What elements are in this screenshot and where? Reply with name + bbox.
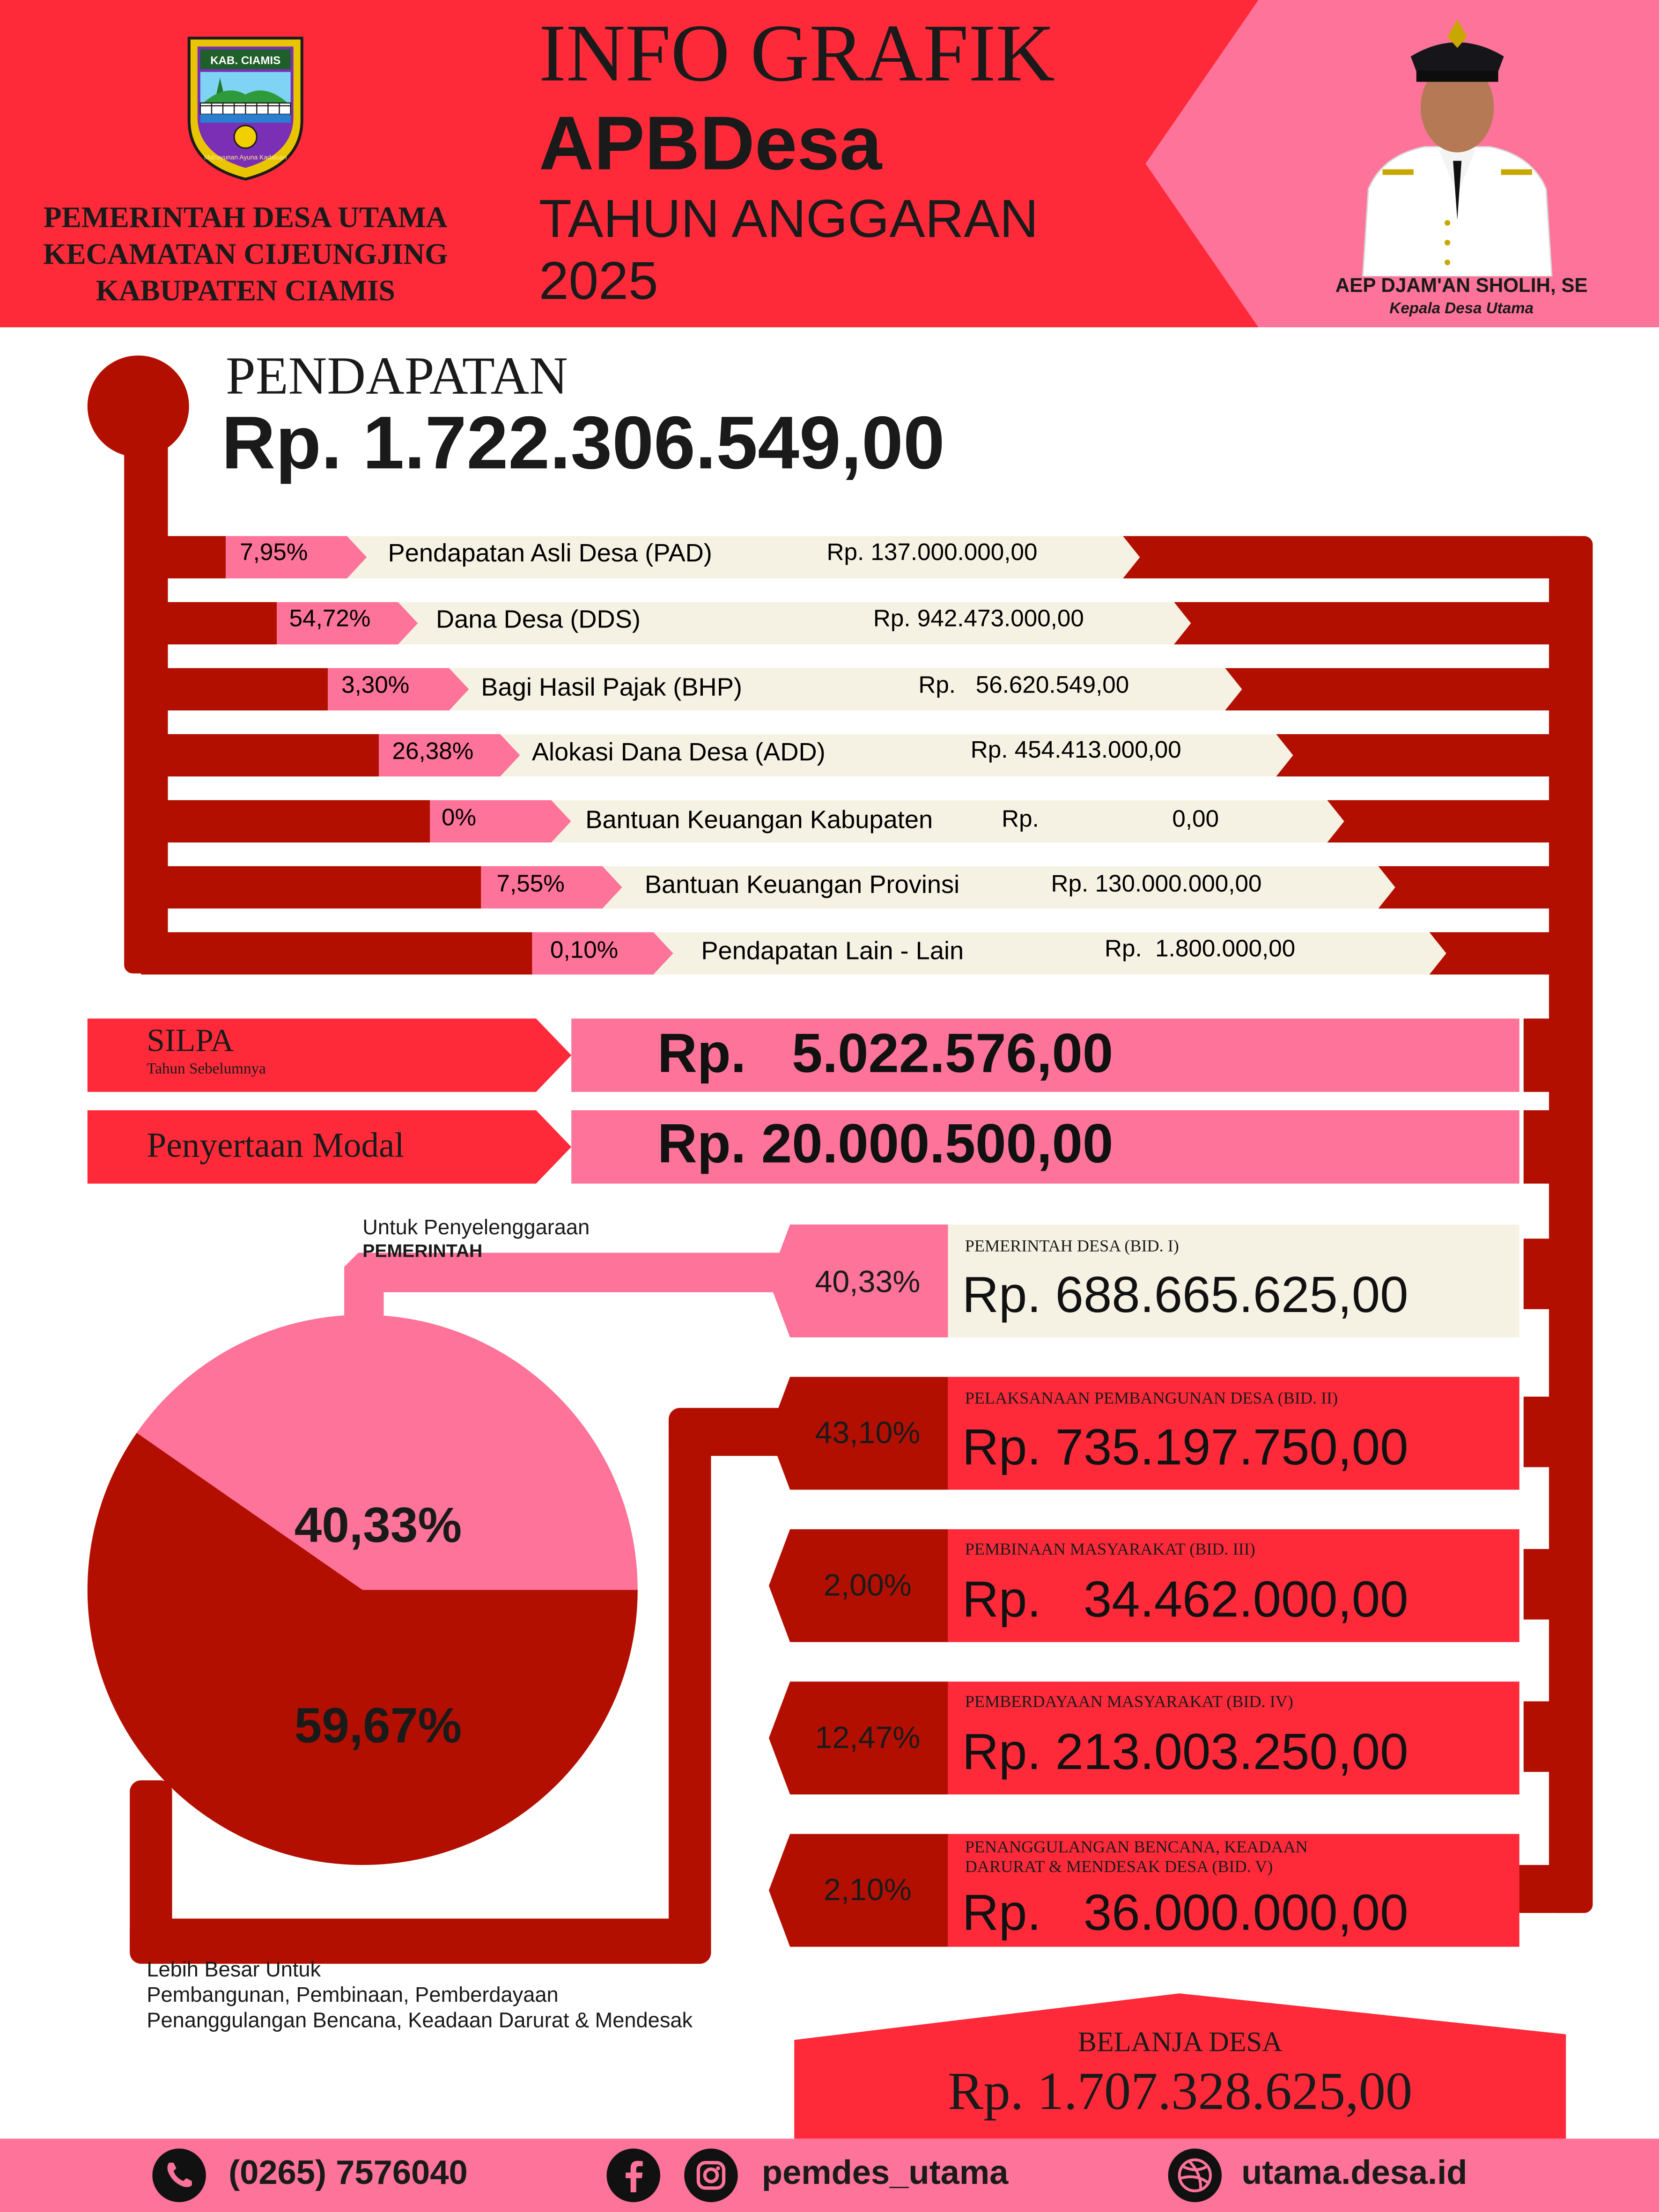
- income-name-lain: Pendapatan Lain - Lain: [701, 936, 964, 965]
- title-year: 2025: [538, 252, 658, 312]
- bid5-title-line2: DARURAT & MENDESAK DESA (BID. V): [965, 1856, 1273, 1877]
- income-bar-right-banprov: [1379, 866, 1578, 908]
- bid3-connector: [1524, 1549, 1574, 1620]
- footer-social-handle[interactable]: pemdes_utama: [761, 2154, 1009, 2192]
- income-name-add: Alokasi Dana Desa (ADD): [531, 737, 826, 766]
- bid5-amount: Rp. 36.000.000,00: [962, 1883, 1408, 1941]
- dribbble-icon: [1168, 2148, 1222, 2202]
- phone-icon: [152, 2148, 206, 2202]
- pie-slice-small-label: 40,33%: [294, 1498, 462, 1554]
- official-name: AEP DJAM'AN SHOLIH, SE: [1335, 273, 1588, 296]
- org-line-2: KECAMATAN CIJEUNGJING: [43, 237, 448, 271]
- bid5-pct: 2,10%: [823, 1872, 912, 1908]
- income-amount-lain: Rp. 1.800.000,00: [1105, 935, 1296, 962]
- income-name-dds: Dana Desa (DDS): [435, 605, 641, 634]
- pie-bottom-connector: [130, 1918, 711, 1963]
- belanja-pie-chart: [88, 1315, 638, 1865]
- bid5-title: PENANGGULANGAN BENCANA, KEADAAN: [965, 1836, 1308, 1857]
- title-tahun-anggaran: TAHUN ANGGARAN: [538, 190, 1039, 250]
- bid3-amount: Rp. 34.462.000,00: [962, 1570, 1408, 1628]
- bid5-connector: [1512, 1865, 1586, 1913]
- income-bar-right-bhp: [1225, 668, 1577, 710]
- ciamis-crest-logo: [184, 32, 308, 184]
- bid1-connector: [1524, 1239, 1574, 1309]
- income-pct-bhp: 3,30%: [341, 671, 410, 699]
- income-amount-bhp: Rp. 56.620.549,00: [918, 671, 1129, 699]
- pie-left-connector: [130, 1780, 172, 1961]
- title-apbdesa: APBDesa: [538, 101, 882, 186]
- income-amount-dds: Rp. 942.473.000,00: [873, 605, 1084, 632]
- silpa-sublabel: Tahun Sebelumnya: [147, 1061, 266, 1078]
- income-bars: [141, 536, 1577, 974]
- income-bar-left-dds: [141, 602, 277, 644]
- income-bar-right-bankab: [1327, 800, 1577, 842]
- org-name-block: [0, 199, 491, 309]
- silpa-label: SILPA: [147, 1023, 234, 1058]
- footer-phone[interactable]: (0265) 7576040: [229, 2154, 468, 2192]
- official-role: Kepala Desa Utama: [1389, 300, 1534, 317]
- income-bar-right-add: [1276, 734, 1577, 776]
- silpa-connector: [1524, 1018, 1574, 1092]
- income-pct-lain: 0,10%: [550, 936, 619, 964]
- bid2-pct: 43,10%: [815, 1415, 921, 1451]
- bid4-title: PEMBERDAYAAN MASYARAKAT (BID. IV): [965, 1691, 1293, 1711]
- income-bar-left-banprov: [141, 866, 481, 908]
- income-pct-pad: 7,95%: [240, 538, 308, 566]
- penyertaan-label: Penyertaan Modal: [147, 1127, 405, 1165]
- income-name-banprov: Bantuan Keuangan Provinsi: [644, 870, 960, 899]
- bid2-title: PELAKSANAAN PEMBANGUNAN DESA (BID. II): [965, 1388, 1338, 1408]
- income-bar-right-lain: [1430, 932, 1578, 974]
- bidang-bracket-spine: [669, 1411, 711, 1964]
- income-bar-left-add: [141, 734, 379, 776]
- pie-bottom-caption-line2: Pembangunan, Pembinaan, Pemberdayaan: [147, 1983, 559, 2008]
- income-bar-right-dds: [1174, 602, 1577, 644]
- income-bar-left-lain: [141, 932, 532, 974]
- income-name-bankab: Bantuan Keuangan Kabupaten: [585, 805, 933, 834]
- org-line-3: KABUPATEN CIAMIS: [96, 273, 395, 308]
- footer-website[interactable]: utama.desa.id: [1241, 2154, 1467, 2192]
- income-bar-left-pad: [141, 536, 226, 578]
- bid2-connector: [1524, 1397, 1574, 1467]
- belanja-total-amount: Rp. 1.707.328.625,00: [948, 2062, 1413, 2122]
- penyertaan-amount: Rp. 20.000.500,00: [657, 1114, 1113, 1175]
- bid1-amount: Rp. 688.665.625,00: [962, 1265, 1408, 1324]
- pie-slice-large-label: 59,67%: [294, 1698, 462, 1754]
- pie-top-caption-line2: PEMERINTAH: [362, 1240, 483, 1257]
- income-pct-add: 26,38%: [392, 737, 474, 765]
- crest-motto: Mahayunan Ayuna Kadaluan: [204, 153, 287, 161]
- silpa-amount: Rp. 5.022.576,00: [657, 1024, 1113, 1085]
- income-bar-left-bhp: [141, 668, 328, 710]
- bid4-amount: Rp. 213.003.250,00: [962, 1722, 1408, 1781]
- income-amount-bankab: Rp. 0,00: [1002, 805, 1219, 833]
- income-bar-right-pad: [1123, 536, 1577, 578]
- bid4-connector: [1524, 1701, 1574, 1772]
- income-name-bhp: Bagi Hasil Pajak (BHP): [481, 673, 742, 701]
- org-line-1: PEMERINTAH DESA UTAMA: [44, 200, 448, 235]
- income-amount-pad: Rp. 137.000.000,00: [826, 538, 1038, 566]
- bid1-pct: 40,33%: [815, 1264, 921, 1299]
- pendapatan-total: Rp. 1.722.306.549,00: [221, 402, 945, 486]
- income-amount-add: Rp. 454.413.000,00: [970, 736, 1181, 763]
- pie-top-caption-line1: Untuk Penyelenggaraan: [362, 1216, 590, 1240]
- income-amount-banprov: Rp. 130.000.000,00: [1051, 870, 1262, 898]
- title-info-grafik: INFO GRAFIK: [538, 7, 1055, 99]
- crest-label: KAB. CIAMIS: [210, 54, 281, 67]
- bid3-pct: 2,00%: [823, 1567, 912, 1603]
- penyertaan-connector: [1524, 1110, 1574, 1184]
- bid1-title: PEMERINTAH DESA (BID. I): [965, 1236, 1179, 1256]
- pie-bottom-caption: [147, 1958, 693, 2035]
- pie-bottom-caption-line1: Lebih Besar Untuk: [147, 1958, 321, 1982]
- official-portrait: [1354, 8, 1560, 276]
- facebook-icon[interactable]: [607, 2148, 660, 2202]
- belanja-total-label: BELANJA DESA: [1077, 2027, 1283, 2058]
- income-pct-banprov: 7,55%: [496, 870, 565, 898]
- income-pct-bankab: 0%: [442, 804, 477, 831]
- pendapatan-label: PENDAPATAN: [226, 347, 568, 406]
- bid2-amount: Rp. 735.197.750,00: [962, 1417, 1408, 1476]
- instagram-icon[interactable]: [684, 2148, 737, 2202]
- bid3-title: PEMBINAAN MASYARAKAT (BID. III): [965, 1539, 1255, 1559]
- pie-bottom-caption-line3: Penanggulangan Bencana, Keadaan Darurat & Mendesak: [147, 2009, 693, 2033]
- income-pct-dds: 54,72%: [289, 605, 371, 632]
- income-bar-left-bankab: [141, 800, 430, 842]
- income-name-pad: Pendapatan Asli Desa (PAD): [388, 538, 712, 568]
- bid4-pct: 12,47%: [815, 1719, 921, 1755]
